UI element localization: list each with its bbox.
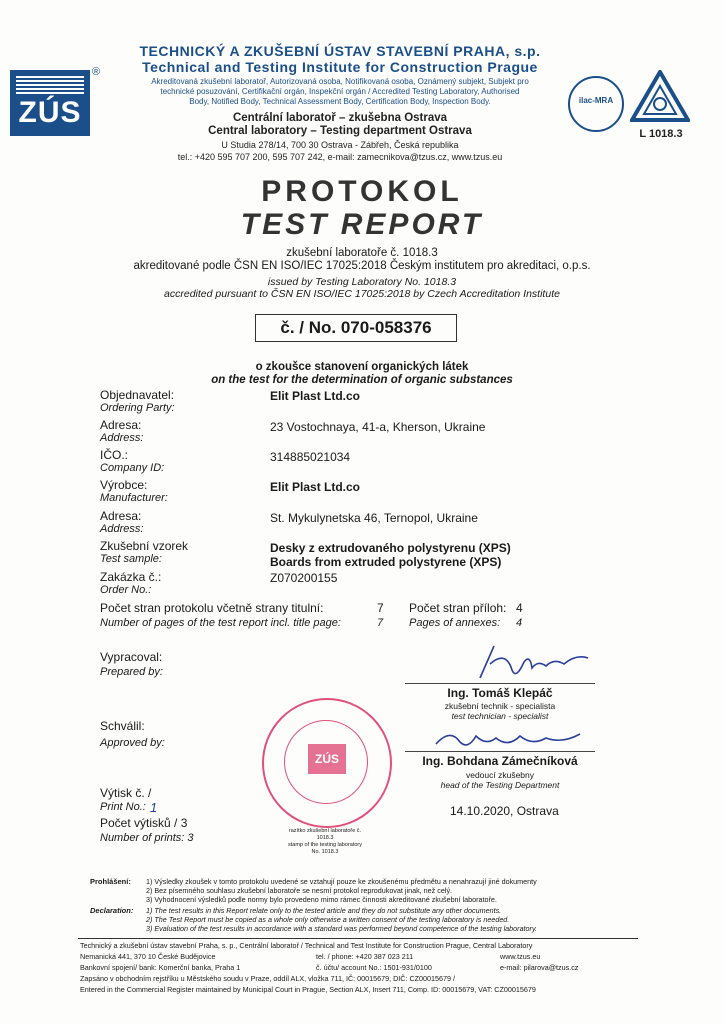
preparer-name: Ing. Tomáš Klepáč [447, 686, 553, 700]
address1-label: Adresa: [100, 418, 142, 432]
preparer-signature [460, 640, 600, 684]
laboratory-stamp [262, 698, 392, 828]
footer-email: e-mail: pilarova@tzus.cz [500, 963, 579, 972]
order-label: Zakázka č.: [100, 570, 162, 584]
cai-accreditation-logo [630, 70, 690, 122]
pages-label: Počet stran protokolu včetně strany titulní: [100, 601, 324, 615]
zus-logo [10, 70, 90, 136]
approved-label-en: Approved by: [100, 737, 165, 749]
footer-phone: tel. / phone: +420 387 023 211 [316, 952, 414, 961]
address2-value: St. Mykulynetska 46, Ternopol, Ukraine [270, 511, 478, 525]
annex-label: Počet stran příloh: [409, 601, 507, 615]
company-id-value: 314885021034 [270, 450, 351, 464]
prints-label-en: Number of prints: 3 [100, 832, 194, 844]
company-id-label-en: Company ID: [100, 462, 165, 474]
pages-value-en: 7 [377, 617, 384, 629]
footer-register-cz: Zapsáno v obchodním rejstříku u Městského soudu v Praze, oddíl ALX, vložka 711, IČ: 00015679, DIČ: CZ00015679 / [80, 974, 456, 983]
date-place: 14.10.2020, Ostrava [450, 804, 559, 818]
declaration-cz: 1) Výsledky zkoušek v tomto protokolu uvedené se vztahují pouze ke zkoušenému předmětu a nenahrazují jiné dokumenty 2) Bez písemného souhlasu zkušební laboratoře se nesmí protokol reprodukovat jinak, než celý. 3) Vyhodnocení výsledků podle normy bylo provedeno mimo rámec činnosti akreditované zkušební laboratoře. [146, 877, 537, 904]
annex-value-en: 4 [516, 617, 523, 629]
registered-mark: ® [92, 66, 101, 78]
report-number: č. / No. 070-058376 [255, 314, 457, 342]
print-label: Výtisk č. / [100, 786, 152, 800]
accredited-line-en: accredited pursuant to ČSN EN ISO/IEC 17025:2018 by Czech Accreditation Institute [164, 288, 560, 300]
institute-name-en: Technical and Testing Institute for Construction Prague [142, 59, 538, 75]
address2-label: Adresa: [100, 509, 142, 523]
approver-role-cz: vedoucí zkušebny [465, 770, 535, 780]
prints-label: Počet výtisků / 3 [100, 816, 188, 830]
footer-divider [78, 938, 638, 939]
lab-number: L 1018.3 [639, 128, 683, 140]
lab-address: U Studia 278/14, 700 30 Ostrava - Zábřeh, Česká republika [221, 140, 459, 150]
test-sample-label: Zkušební vzorek [100, 539, 189, 553]
logo-text: ZÚS [18, 96, 82, 129]
company-id-label: IČO.: [100, 448, 129, 462]
preparer-role-en: test technician - specialist [451, 711, 549, 721]
declaration-label-cz: Prohlášení: [90, 877, 131, 886]
footer-bank: Bankovní spojení/ bank: Komerční banka, Praha 1 [80, 963, 241, 972]
approver-signature-line [405, 751, 595, 752]
institute-name-cz: TECHNICKÝ A ZKUŠEBNÍ ÚSTAV STAVEBNÍ PRAHA, s.p. [139, 43, 541, 59]
manufacturer-label-en: Manufacturer: [100, 492, 168, 504]
lab-line-cz: zkušební laboratoře č. 1018.3 [286, 247, 438, 259]
title-test-report: TEST REPORT [240, 208, 484, 241]
address1-value: 23 Vostochnaya, 41-a, Kherson, Ukraine [270, 420, 486, 434]
footer-web: www.tzus.eu [500, 952, 541, 961]
address2-label-en: Address: [100, 523, 144, 535]
logo-stripes [16, 76, 84, 94]
ordering-party-label-en: Ordering Party: [100, 402, 175, 414]
order-label-en: Order No.: [100, 584, 152, 596]
stamp-caption: razítko zkušební laboratoře č. 1018.3 stamp of the testing laboratory No. 1018.3 [288, 828, 362, 855]
approved-label: Schválil: [100, 719, 145, 733]
print-label-en: Print No.: [100, 801, 146, 813]
subject-cz: o zkoušce stanovení organických látek [255, 361, 469, 373]
approver-signature [430, 722, 590, 754]
title-protokol: PROTOKOL [261, 175, 463, 208]
manufacturer-label: Výrobce: [100, 478, 148, 492]
test-sample-value-cz: Desky z extrudovaného polystyrenu (XPS) [270, 541, 511, 555]
lab-line-en: issued by Testing Laboratory No. 1018.3 [267, 276, 457, 288]
central-lab-cz: Centrální laboratoř – zkušebna Ostrava [232, 112, 448, 124]
ilac-mra-logo: ilac-MRA [568, 76, 624, 132]
preparer-role-cz: zkušební technik - specialista [444, 701, 556, 711]
order-value: Z070200155 [270, 571, 338, 585]
subject-en: on the test for the determination of organic substances [211, 374, 513, 386]
prepared-label: Vypracoval: [100, 650, 163, 664]
footer-account: č. účtu/ account No.: 1501-931/0100 [316, 963, 432, 972]
footer-address: Nemanická 441, 370 10 České Budějovice [80, 952, 216, 961]
ordering-party-label: Objednavatel: [100, 388, 175, 402]
ordering-party-value: Elit Plast Ltd.co [270, 389, 361, 403]
prepared-label-en: Prepared by: [100, 666, 163, 678]
print-value: 1 [150, 800, 158, 815]
annex-label-en: Pages of annexes: [409, 617, 501, 629]
footer-register-en: Entered in the Commercial Register maintained by Municipal Court in Prague, Section ALX, Insert 711, Comp. ID: 00015679, VAT: CZ00015679 [80, 985, 536, 994]
stamp-logo: ZÚS [308, 744, 346, 774]
central-lab-en: Central laboratory – Testing department Ostrava [208, 125, 472, 137]
address1-label-en: Address: [100, 432, 144, 444]
preparer-signature-line [405, 683, 595, 684]
approver-role-en: head of the Testing Department [440, 780, 560, 790]
accredited-line-cz: akreditované podle ČSN EN ISO/IEC 17025:2018 Českým institutem pro akreditaci, o.p.s. [133, 260, 591, 272]
annex-value: 4 [516, 601, 523, 615]
footer-institute: Technický a zkušební ústav stavební Praha, s. p., Centrální laboratoř / Technical and Test Institute for Construction Prague, Central Laboratory [80, 941, 533, 950]
declaration-en: 1) The test results in this Report relate only to the tested article and they do not substitute any other documents. 2) The Test Report must be copied as a whole only otherwise a written consent of the testing laboratory is needed. 3) Evaluation of the test results in accordance with a standard was performed beyond competence of the testing laboratory. [146, 906, 538, 933]
manufacturer-value: Elit Plast Ltd.co [270, 480, 361, 494]
lab-contact: tel.: +420 595 707 200, 595 707 242, e-mail: zamecnikova@tzus.cz, www.tzus.eu [177, 152, 503, 162]
test-sample-label-en: Test sample: [100, 553, 162, 565]
declaration-label-en: Declaration: [90, 906, 134, 915]
approver-name: Ing. Bohdana Zámečníková [422, 754, 578, 768]
test-sample-value-en: Boards from extruded polystyrene (XPS) [270, 555, 502, 569]
pages-label-en: Number of pages of the test report incl. title page: [100, 617, 341, 629]
pages-value: 7 [377, 601, 384, 615]
institute-roles: Akreditovaná zkušební laboratoř, Autorizovaná osoba, Notifikovaná osoba, Oznámený subjekt, Subjekt pro technické posuzování, Certifikační orgán, Inspekční orgán / Accredited Testing Laboratory, Authorised Body, Notified Body, Technical Assessment Body, Certification Body, Inspection Body. [151, 77, 529, 106]
